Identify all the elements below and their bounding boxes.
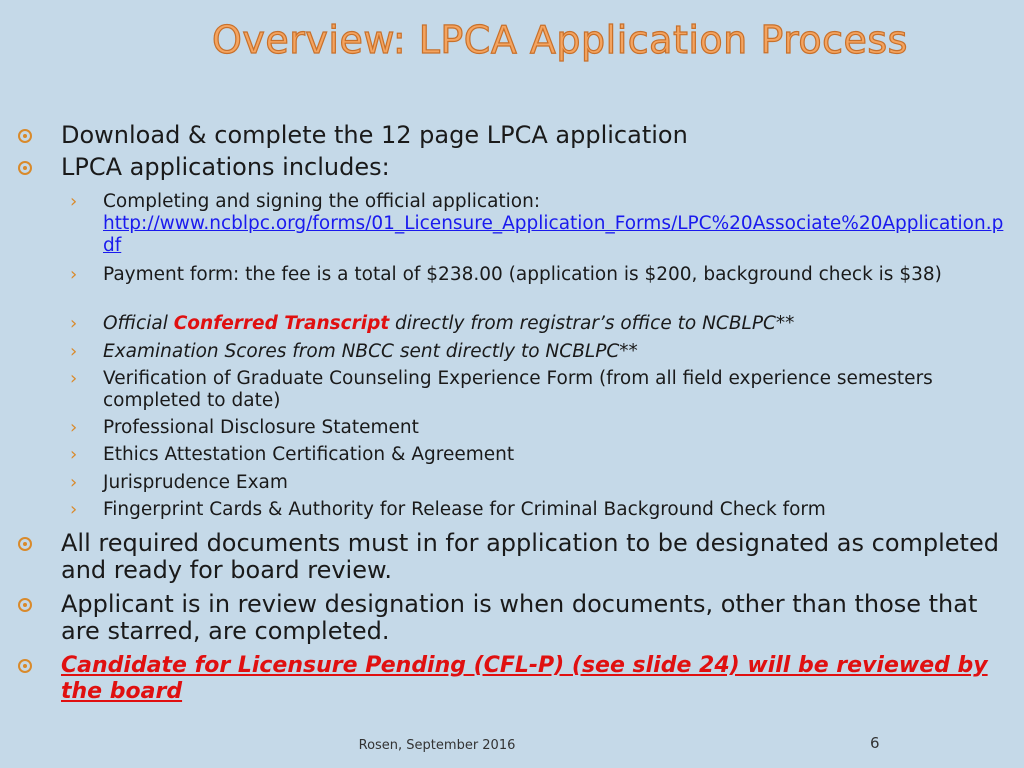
sub-item-text: Ethics Attestation Certification & Agreement bbox=[103, 444, 515, 465]
chevron-right-icon: › bbox=[70, 341, 78, 362]
sub-item-text-post: directly from registrar’s office to NCBLPC** bbox=[389, 313, 795, 334]
chevron-right-icon: › bbox=[70, 264, 78, 285]
sub-item-text: Jurisprudence Exam bbox=[103, 472, 288, 493]
bullet-text: Applicant is in review designation is when documents, other than those that are starred, are completed. bbox=[61, 590, 978, 645]
target-bullet-icon bbox=[18, 161, 32, 175]
sub-item-text bbox=[103, 191, 1015, 257]
chevron-right-icon: › bbox=[70, 191, 78, 212]
chevron-right-icon: › bbox=[70, 313, 78, 334]
chevron-right-icon: › bbox=[70, 499, 78, 520]
bullet-text bbox=[61, 653, 1011, 705]
sub-item-text-pre: Official bbox=[103, 313, 174, 334]
target-bullet-icon bbox=[18, 129, 32, 143]
chevron-right-icon: › bbox=[70, 472, 78, 493]
conferred-transcript-highlight: Conferred Transcript bbox=[173, 313, 390, 334]
target-bullet-icon bbox=[18, 537, 32, 551]
sub-item-label: Completing and signing the official application: bbox=[103, 191, 541, 212]
chevron-right-icon: › bbox=[70, 368, 78, 389]
chevron-right-icon: › bbox=[70, 417, 78, 438]
target-bullet-icon bbox=[18, 598, 32, 612]
sub-item-text: Verification of Graduate Counseling Experience Form (from all field experience semesters completed to date) bbox=[103, 368, 933, 411]
footer-author-date: Rosen, September 2016 bbox=[358, 738, 516, 753]
sub-item-text bbox=[103, 313, 1015, 335]
sub-item-text: Professional Disclosure Statement bbox=[103, 417, 419, 438]
page-number: 6 bbox=[870, 734, 880, 752]
bullet-text: Download & complete the 12 page LPCA application bbox=[61, 121, 688, 149]
chevron-right-icon: › bbox=[70, 444, 78, 465]
bullet-text: LPCA applications includes: bbox=[61, 153, 390, 181]
target-bullet-icon bbox=[18, 659, 32, 673]
cfl-p-highlight: Candidate for Licensure Pending (CFL-P) (see slide 24) will be reviewed by the board bbox=[61, 653, 988, 704]
sub-item-text: Examination Scores from NBCC sent directly to NCBLPC** bbox=[103, 341, 638, 362]
bullet-text: All required documents must in for application to be designated as completed and ready for board review. bbox=[61, 529, 999, 584]
slide-title: Overview: LPCA Application Process bbox=[212, 18, 908, 62]
sub-item-text: Payment form: the fee is a total of $238.00 (application is $200, background check is $38) bbox=[103, 264, 942, 285]
application-link[interactable]: http://www.ncblpc.org/forms/01_Licensure_Application_Forms/LPC%20Associate%20Application.pdf bbox=[103, 213, 1004, 256]
sub-item-text: Fingerprint Cards & Authority for Release for Criminal Background Check form bbox=[103, 499, 826, 520]
